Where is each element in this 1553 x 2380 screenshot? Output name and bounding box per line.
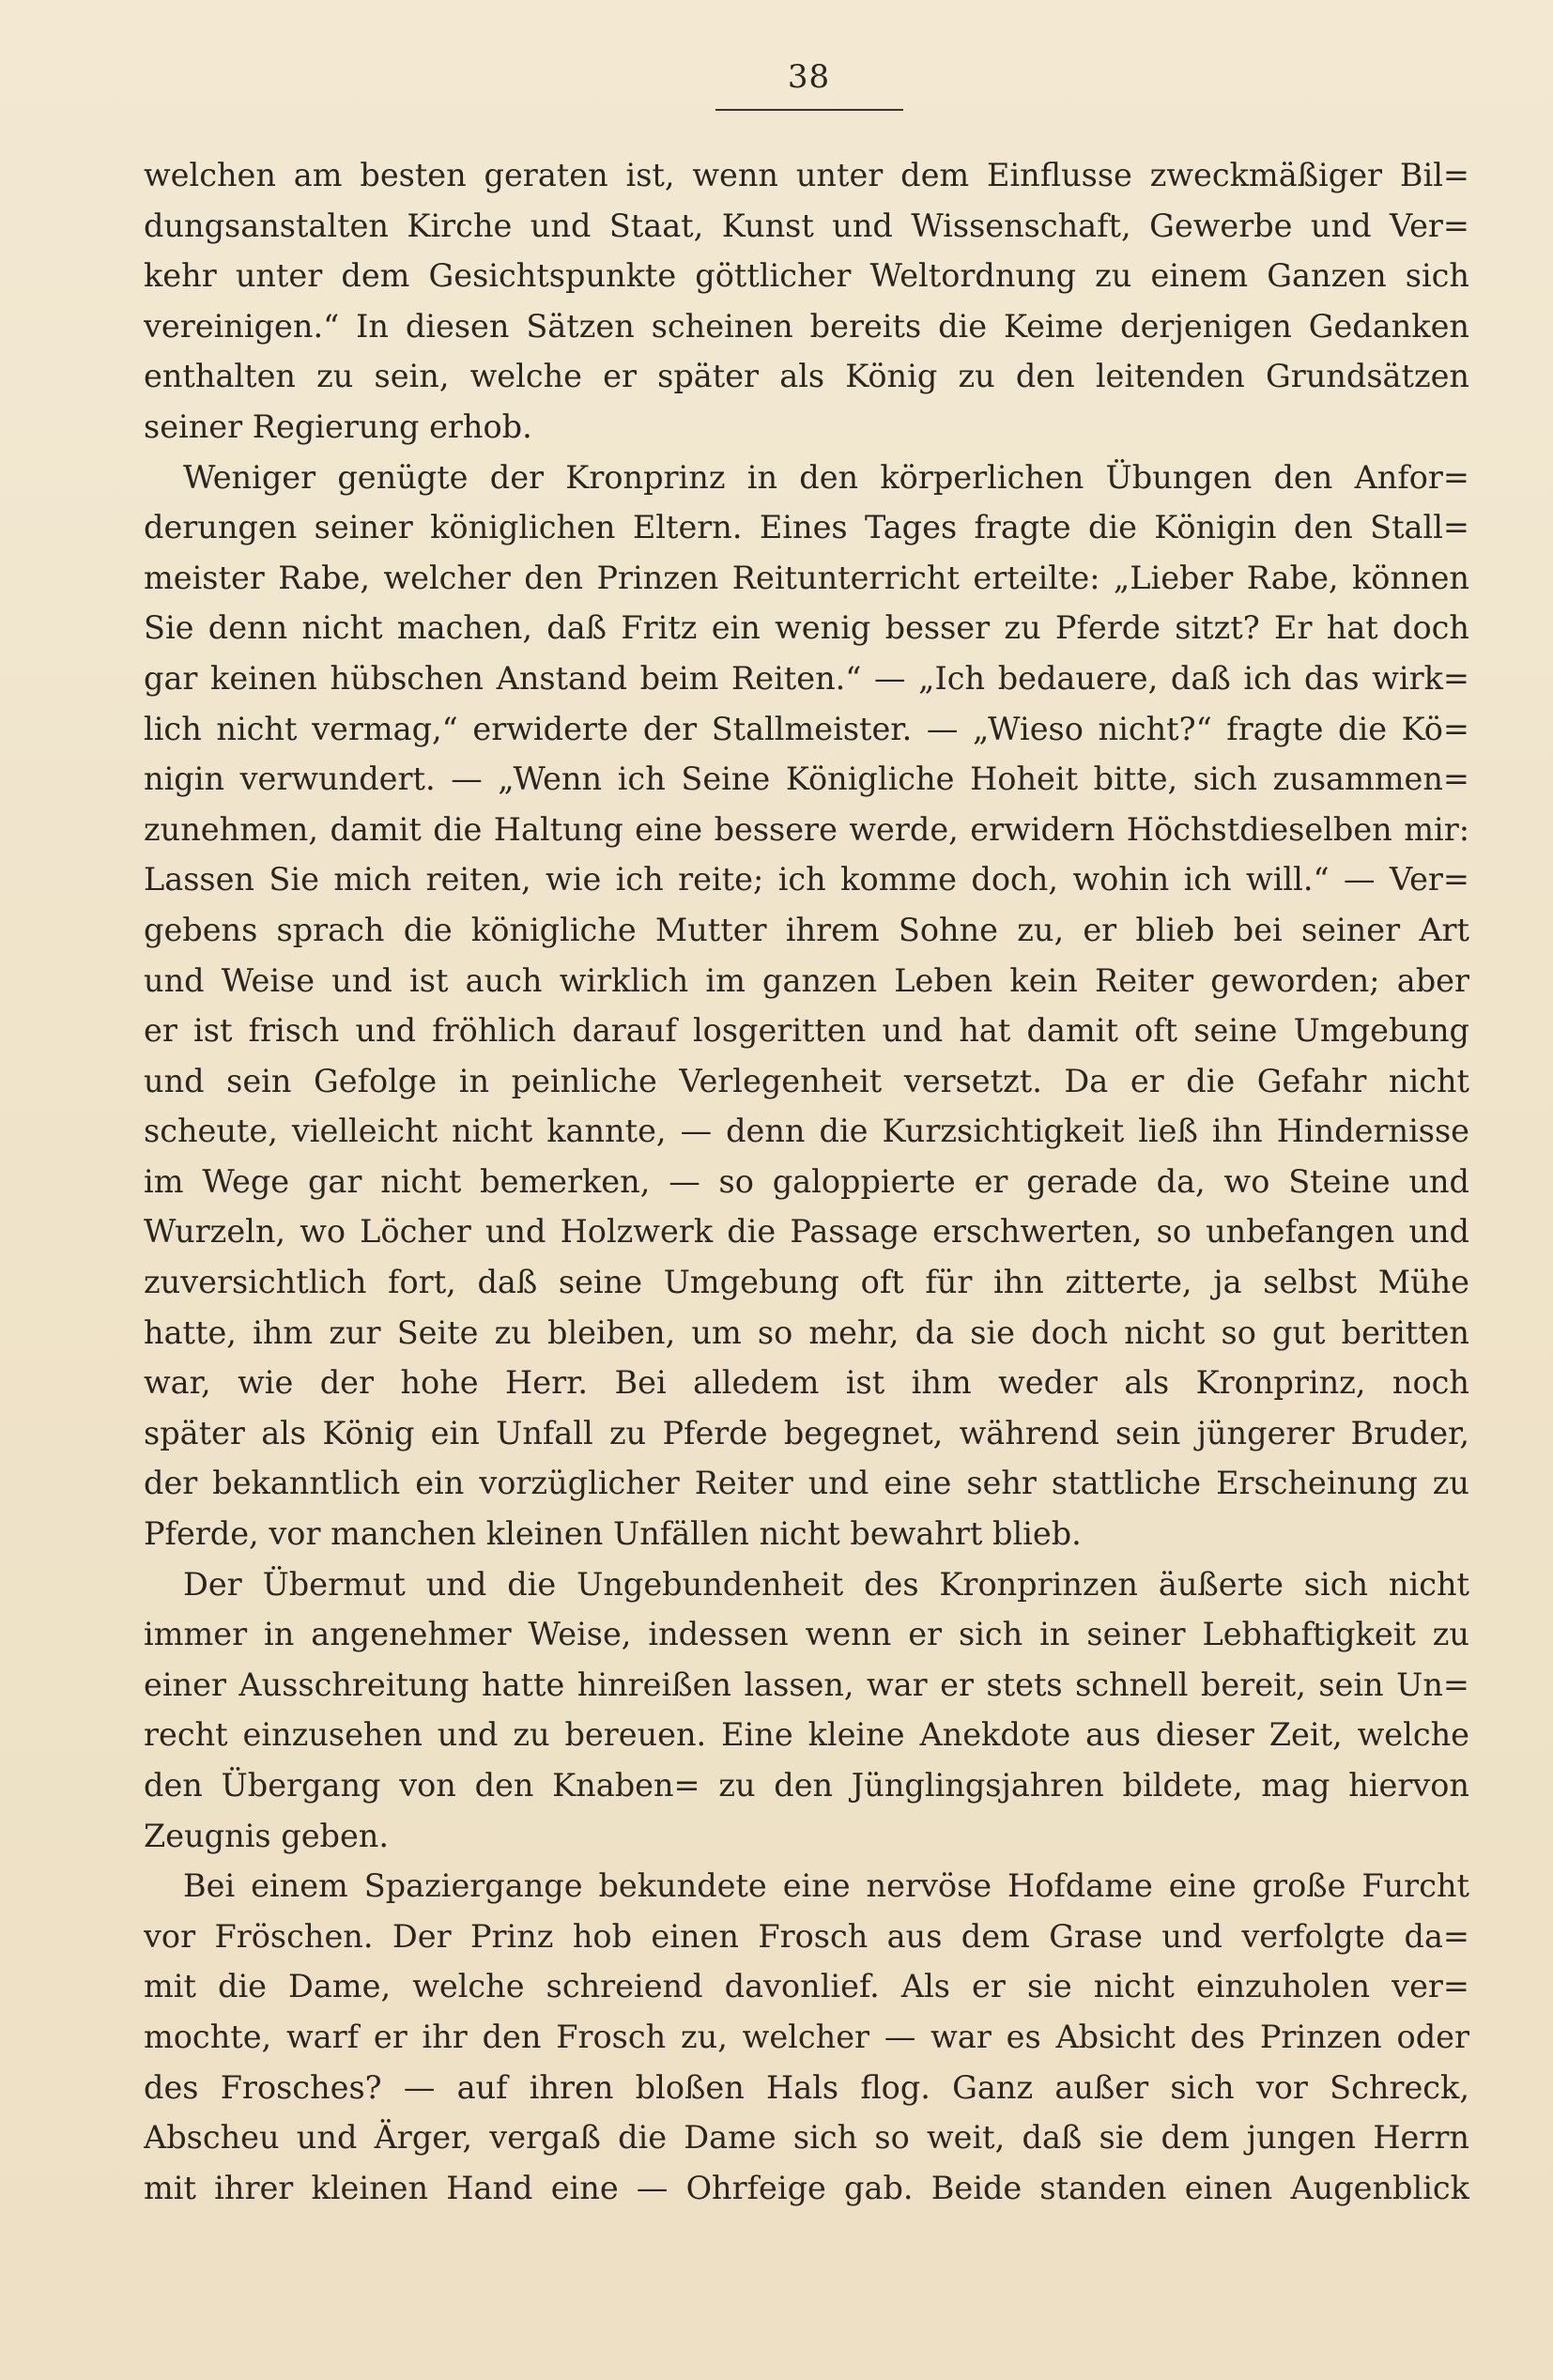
text-line: Pferde, vor manchen kleinen Unfällen nicht bewahrt blieb.	[144, 1515, 1082, 1553]
text-line: meister Rabe, welcher den Prinzen Reitunterricht erteilte: „Lieber Rabe, können	[144, 559, 1469, 596]
text-line: kehr unter dem Gesichtspunkte göttlicher Weltordnung zu einem Ganzen sich	[144, 257, 1469, 295]
text-line: Bei einem Spaziergange bekundete eine nervöse Hofdame eine große Furcht	[183, 1867, 1469, 1905]
page-number: 38	[787, 58, 831, 96]
text-line: mit die Dame, welche schreiend davonlief. Als er sie nicht einzuholen ver=	[144, 1968, 1469, 2005]
paragraph	[144, 453, 1469, 1559]
text-line: Sie denn nicht machen, daß Fritz ein wenig besser zu Pferde sitzt? Er hat doch	[144, 609, 1469, 647]
text-line: hatte, ihm zur Seite zu bleiben, um so mehr, da sie doch nicht so gut beritten	[144, 1313, 1469, 1351]
text-line: später als König ein Unfall zu Pferde begegnet, während sein jüngerer Bruder,	[144, 1414, 1469, 1451]
page-number-rule	[715, 109, 903, 111]
text-line: einer Ausschreitung hatte hinreißen lassen, war er stets schnell bereit, sein Un=	[144, 1666, 1469, 1703]
text-line: zuversichtlich fort, daß seine Umgebung oft für ihn zitterte, ja selbst Mühe	[144, 1264, 1469, 1301]
text-line: immer in angenehmer Weise, indessen wenn er sich in seiner Lebhaftigkeit zu	[144, 1616, 1469, 1653]
text-line: war, wie der hohe Herr. Bei alledem ist ihm weder als Kronprinz, noch	[144, 1364, 1469, 1402]
paragraph	[144, 150, 1469, 453]
text-line: Zeugnis geben.	[144, 1817, 390, 1854]
text-line: und Weise und ist auch wirklich im ganzen Leben kein Reiter geworden; aber	[144, 961, 1469, 999]
text-line: den Übergang von den Knaben= zu den Jünglingsjahren bildete, mag hiervon	[144, 1767, 1469, 1804]
text-line: gebens sprach die königliche Mutter ihrem Sohne zu, er blieb bei seiner Art	[144, 911, 1469, 948]
text-line: welchen am besten geraten ist, wenn unter dem Einflusse zweckmäßiger Bil=	[144, 157, 1469, 193]
text-line: derungen seiner königlichen Eltern. Eines Tages fragte die Königin den Stall=	[144, 509, 1469, 546]
text-line: Der Übermut und die Ungebundenheit des Kronprinzen äußerte sich nicht	[183, 1565, 1469, 1603]
text-line: Weniger genügte der Kronprinz in den körperlichen Übungen den Anfor=	[183, 458, 1469, 496]
text-line: mit ihrer kleinen Hand eine — Ohrfeige gab. Beide standen einen Augenblick	[144, 2169, 1469, 2206]
text-line: gar keinen hübschen Anstand beim Reiten.“ — „Ich bedauere, daß ich das wirk=	[144, 659, 1469, 697]
paragraph	[144, 1861, 1469, 2213]
text-line: mochte, warf er ihr den Frosch zu, welcher — war es Absicht des Prinzen oder	[144, 2018, 1469, 2055]
text-line: Abscheu und Ärger, vergaß die Dame sich so weit, daß sie dem jungen Herrn	[144, 2119, 1469, 2157]
text-line: zunehmen, damit die Haltung eine bessere werde, erwidern Höchstdieselben mir:	[144, 810, 1469, 848]
text-line: der bekanntlich ein vorzüglicher Reiter und eine sehr stattliche Erscheinung zu	[144, 1465, 1469, 1502]
text-line: enthalten zu sein, welche er später als König zu den leitenden Grundsätzen	[144, 358, 1469, 395]
text-line: vor Fröschen. Der Prinz hob einen Frosch aus dem Grase und verfolgte da=	[144, 1917, 1469, 1955]
text-line: Wurzeln, wo Löcher und Holzwerk die Passage erschwerten, so unbefangen und	[144, 1213, 1469, 1251]
text-line: Lassen Sie mich reiten, wie ich reite; ich komme doch, wohin ich will.“ — Ver=	[144, 861, 1469, 898]
text-line: und sein Gefolge in peinliche Verlegenheit versetzt. Da er die Gefahr nicht	[144, 1062, 1469, 1099]
text-line: scheute, vielleicht nicht kannte, — denn die Kurzsichtigkeit ließ ihn Hindernisse	[144, 1113, 1469, 1150]
text-line: vereinigen.“ In diesen Sätzen scheinen bereits die Keime derjenigen Gedanken	[144, 307, 1469, 345]
text-line: im Wege gar nicht bemerken, — so galoppierte er gerade da, wo Steine und	[144, 1162, 1469, 1200]
body-text	[144, 150, 1469, 2213]
text-line: er ist frisch und fröhlich darauf losgeritten und hat damit oft seine Umgebung	[144, 1012, 1469, 1050]
text-line: dungsanstalten Kirche und Staat, Kunst und Wissenschaft, Gewerbe und Ver=	[144, 207, 1469, 244]
text-line: lich nicht vermag,“ erwiderte der Stallmeister. — „Wieso nicht?“ fragte die Kö=	[144, 710, 1469, 747]
text-line: recht einzusehen und zu bereuen. Eine kleine Anekdote aus dieser Zeit, welche	[144, 1716, 1469, 1754]
paragraph	[144, 1559, 1469, 1862]
text-line: nigin verwundert. — „Wenn ich Seine Königliche Hoheit bitte, sich zusammen=	[144, 760, 1469, 798]
text-line: des Frosches? — auf ihren bloßen Hals flog. Ganz außer sich vor Schreck,	[144, 2068, 1469, 2106]
text-line: seiner Regierung erhob.	[144, 407, 532, 445]
